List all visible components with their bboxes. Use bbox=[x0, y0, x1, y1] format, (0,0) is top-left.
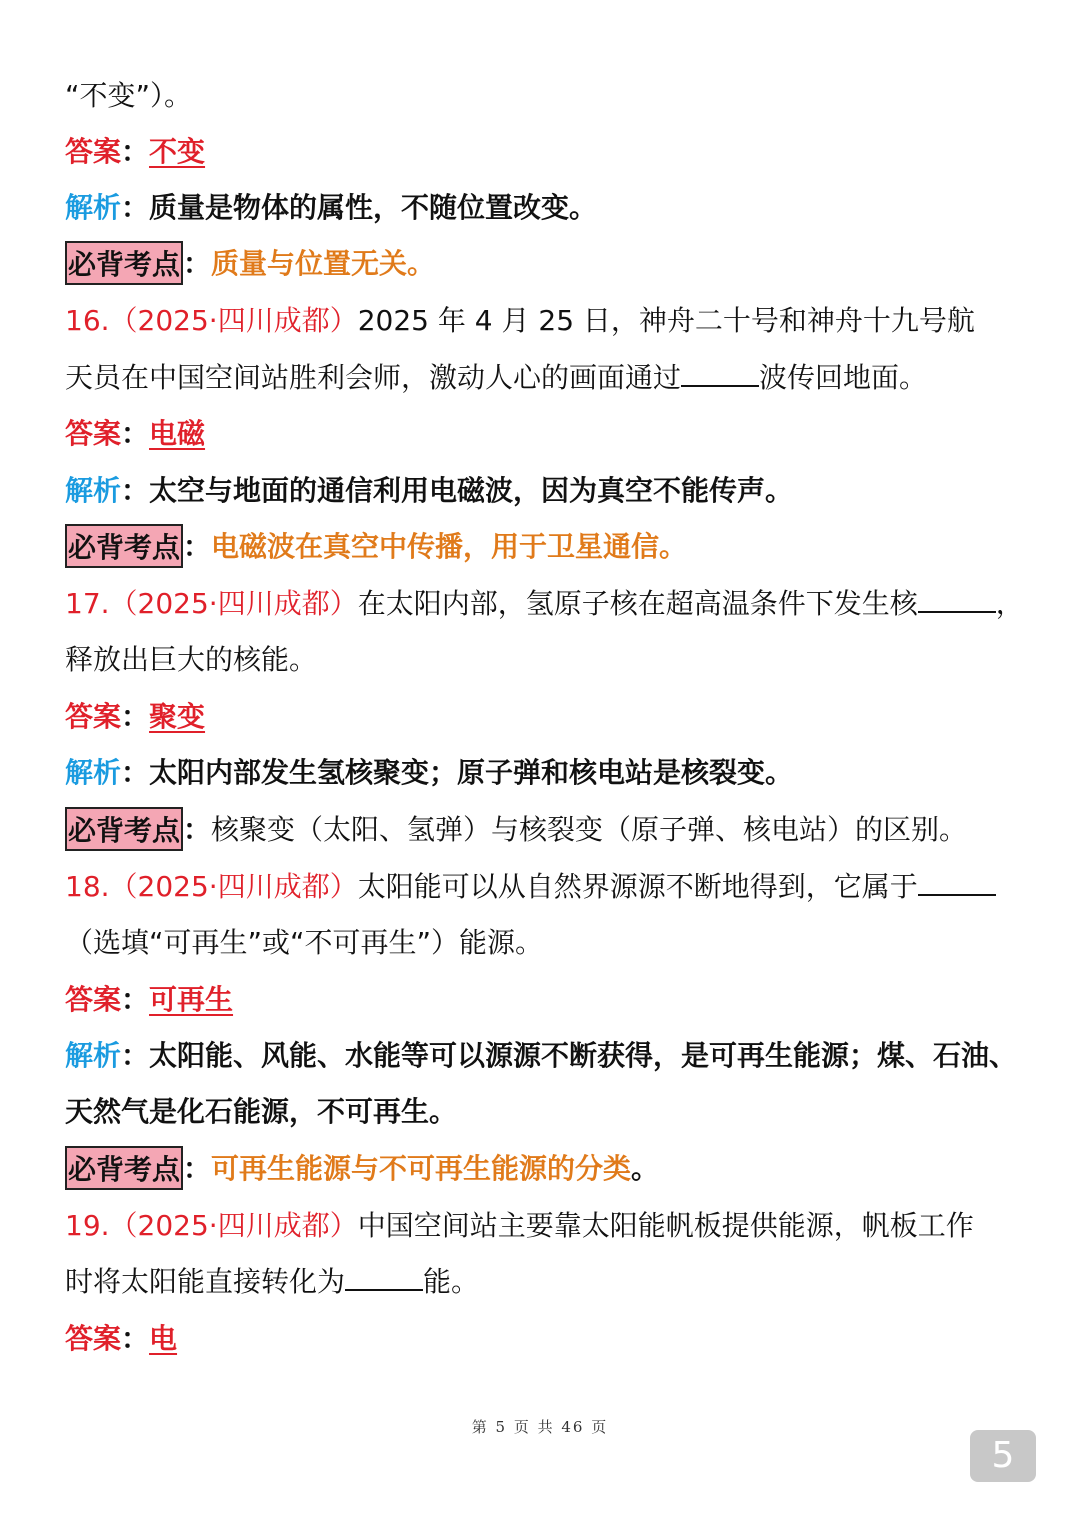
question-text: 波传回地面。 bbox=[759, 361, 928, 394]
keypoint-text: 可再生能源与不可再生能源的分类 bbox=[211, 1152, 632, 1185]
answer-line bbox=[65, 132, 1025, 172]
colon: ： bbox=[121, 417, 150, 450]
page-number-badge: 5 bbox=[970, 1430, 1036, 1482]
answer-label: 答案 bbox=[65, 417, 122, 450]
keypoint-text: 核聚变（太阳、氢弹）与核裂变（原子弹、核电站）的区别。 bbox=[211, 813, 968, 846]
analysis-text: 太阳能、风能、水能等可以源源不断获得，是可再生能源；煤、石油、 bbox=[149, 1039, 1018, 1072]
answer-line bbox=[65, 697, 1025, 737]
answer-label: 答案 bbox=[65, 135, 122, 168]
analysis-line bbox=[65, 471, 1025, 511]
answer-value: 可再生 bbox=[149, 983, 234, 1016]
question-16-line-2 bbox=[65, 358, 1025, 398]
colon: ： bbox=[121, 474, 150, 507]
colon: ： bbox=[121, 135, 150, 168]
question-19-line-2 bbox=[65, 1262, 1025, 1302]
fill-blank bbox=[918, 868, 996, 896]
question-19-line bbox=[65, 1206, 1025, 1246]
question-heading: 17.（2025·四川成都） bbox=[65, 587, 358, 620]
question-text: 天员在中国空间站胜利会师，激动人心的画面通过 bbox=[65, 361, 682, 394]
answer-label: 答案 bbox=[65, 983, 122, 1016]
answer-value: 电 bbox=[149, 1322, 178, 1355]
colon: ： bbox=[121, 1322, 150, 1355]
colon: ： bbox=[183, 530, 212, 563]
answer-line bbox=[65, 1319, 1025, 1359]
question-16-line bbox=[65, 301, 1025, 341]
keypoint-label: 必背考点 bbox=[65, 524, 183, 568]
question-18-line-2 bbox=[65, 923, 1025, 963]
fill-blank bbox=[345, 1263, 423, 1291]
question-heading: 16.（2025·四川成都） bbox=[65, 304, 358, 337]
colon: ： bbox=[183, 1152, 212, 1185]
keypoint-line bbox=[65, 1149, 1025, 1190]
answer-label: 答案 bbox=[65, 700, 122, 733]
text-line bbox=[65, 76, 1025, 116]
keypoint-tail: 。 bbox=[631, 1152, 660, 1185]
keypoint-text: 电磁波在真空中传播，用于卫星通信。 bbox=[211, 530, 688, 563]
analysis-text: 天然气是化石能源，不可再生。 bbox=[65, 1095, 458, 1128]
question-text: ， bbox=[995, 587, 1024, 620]
page-footer: 第 5 页 共 46 页 bbox=[471, 1418, 609, 1436]
colon: ： bbox=[121, 191, 150, 224]
answer-value: 电磁 bbox=[149, 417, 206, 450]
keypoint-line bbox=[65, 244, 1025, 285]
question-text: 能。 bbox=[423, 1265, 480, 1298]
keypoint-text: 质量与位置无关。 bbox=[211, 247, 436, 280]
question-text: （选填“可再生”或“不可再生”）能源。 bbox=[65, 926, 544, 959]
question-text: 释放出巨大的核能。 bbox=[65, 643, 318, 676]
analysis-line-2 bbox=[65, 1092, 1025, 1132]
fill-blank bbox=[681, 359, 759, 387]
analysis-label: 解析 bbox=[65, 756, 122, 789]
analysis-label: 解析 bbox=[65, 474, 122, 507]
question-heading: 18.（2025·四川成都） bbox=[65, 870, 358, 903]
q15-tail: “不变”）。 bbox=[65, 79, 193, 112]
question-17-line bbox=[65, 584, 1025, 624]
colon: ： bbox=[183, 247, 212, 280]
colon: ： bbox=[121, 983, 150, 1016]
keypoint-label: 必背考点 bbox=[65, 1146, 183, 1190]
question-text: 中国空间站主要靠太阳能帆板提供能源，帆板工作 bbox=[357, 1209, 974, 1242]
analysis-label: 解析 bbox=[65, 1039, 122, 1072]
question-18-line bbox=[65, 867, 1025, 907]
fill-blank bbox=[918, 585, 996, 613]
question-heading: 19.（2025·四川成都） bbox=[65, 1209, 358, 1242]
colon: ： bbox=[121, 756, 150, 789]
analysis-line bbox=[65, 1036, 1025, 1076]
answer-label: 答案 bbox=[65, 1322, 122, 1355]
analysis-text: 太阳内部发生氢核聚变；原子弹和核电站是核裂变。 bbox=[149, 756, 794, 789]
question-text: 太阳能可以从自然界源源不断地得到，它属于 bbox=[357, 870, 918, 903]
question-text: 在太阳内部，氢原子核在超高温条件下发生核 bbox=[357, 587, 918, 620]
analysis-line bbox=[65, 753, 1025, 793]
question-17-line-2 bbox=[65, 640, 1025, 680]
colon: ： bbox=[121, 1039, 150, 1072]
analysis-label: 解析 bbox=[65, 191, 122, 224]
answer-value: 不变 bbox=[149, 135, 206, 168]
question-text: 2025 年 4 月 25 日，神舟二十号和神舟十九号航 bbox=[357, 304, 975, 337]
answer-value: 聚变 bbox=[149, 700, 206, 733]
colon: ： bbox=[121, 700, 150, 733]
keypoint-line bbox=[65, 527, 1025, 568]
keypoint-label: 必背考点 bbox=[65, 241, 183, 285]
keypoint-label: 必背考点 bbox=[65, 807, 183, 851]
colon: ： bbox=[183, 813, 212, 846]
answer-line bbox=[65, 980, 1025, 1020]
analysis-line bbox=[65, 188, 1025, 228]
question-text: 时将太阳能直接转化为 bbox=[65, 1265, 346, 1298]
analysis-text: 太空与地面的通信利用电磁波，因为真空不能传声。 bbox=[149, 474, 794, 507]
keypoint-line bbox=[65, 810, 1025, 851]
analysis-text: 质量是物体的属性，不随位置改变。 bbox=[149, 191, 598, 224]
answer-line bbox=[65, 414, 1025, 454]
